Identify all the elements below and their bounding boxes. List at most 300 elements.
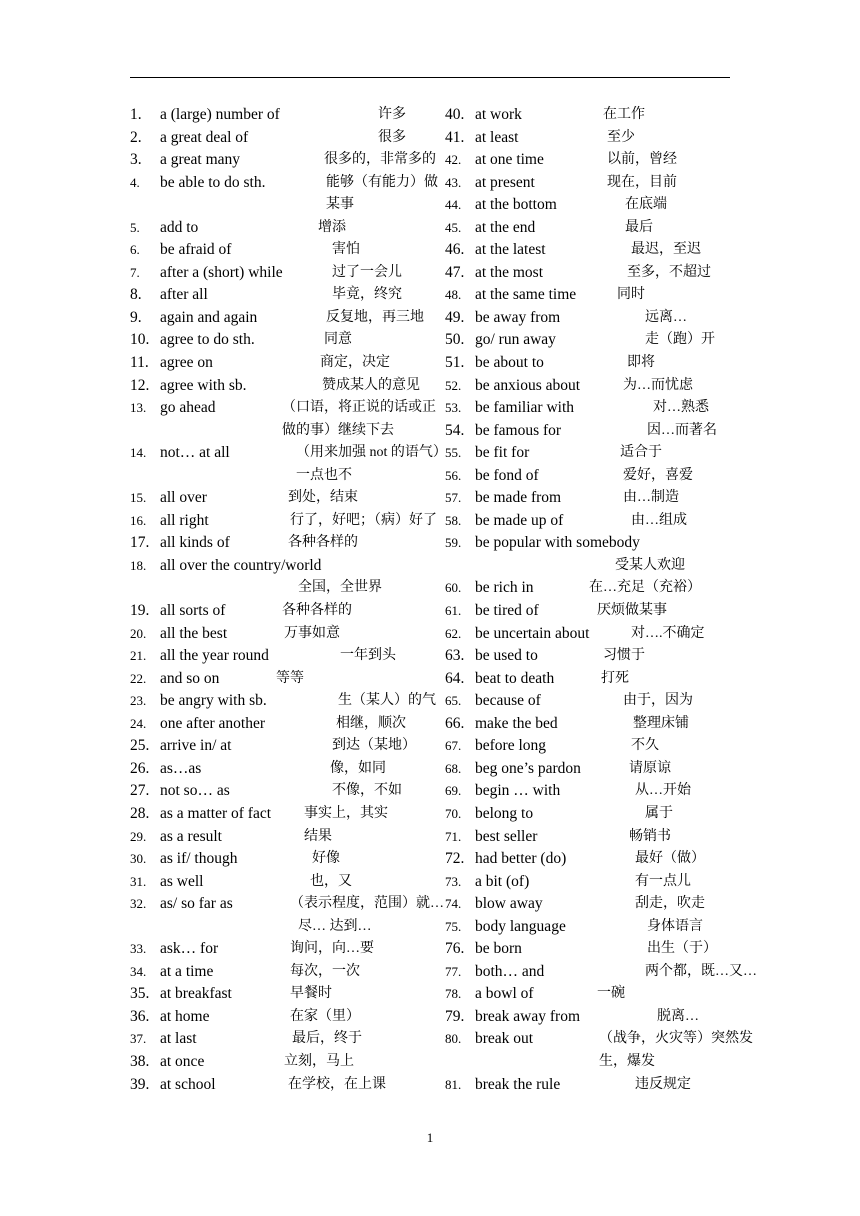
entry-number: 77. — [445, 963, 462, 979]
entry-meaning-continued: 受某人欢迎 — [615, 557, 685, 573]
entry-number: 73. — [445, 873, 462, 889]
entry-number: 74. — [445, 896, 462, 912]
entry-meaning: 到达（某地） — [332, 738, 416, 754]
vocab-entry — [130, 1074, 430, 1097]
entry-number: 48. — [445, 287, 462, 303]
entry-phrase: agree with sb. — [160, 376, 247, 394]
entry-meaning: 远离… — [645, 309, 687, 325]
entry-number: 5. — [130, 219, 140, 235]
entry-meaning: 最后，终于 — [292, 1031, 362, 1047]
entry-phrase: at home — [160, 1007, 210, 1025]
entry-phrase: be born — [475, 940, 522, 958]
entry-meaning: 一碗 — [597, 986, 625, 1002]
entry-number: 8. — [130, 286, 142, 304]
entry-phrase: at work — [475, 106, 522, 123]
entry-phrase: break the rule — [475, 1075, 561, 1093]
vocab-column-right — [445, 104, 757, 1096]
entry-meaning: 商定，决定 — [320, 355, 390, 371]
entry-number: 51. — [445, 354, 465, 372]
vocab-entry — [130, 329, 430, 352]
entry-meaning: 对…熟悉 — [653, 400, 709, 416]
vocab-entry — [130, 307, 430, 330]
entry-phrase: all the best — [160, 624, 228, 642]
entry-number: 36. — [130, 1007, 150, 1025]
entry-phrase: and so on — [160, 669, 220, 687]
entry-phrase: at once — [160, 1052, 205, 1070]
entry-phrase: one after another — [160, 714, 265, 732]
entry-phrase: ask… for — [160, 940, 219, 958]
entry-phrase: at the bottom — [475, 196, 557, 214]
vocab-entry — [130, 961, 430, 984]
entry-meaning: 违反规定 — [635, 1076, 691, 1092]
entry-meaning: 到处，结束 — [288, 490, 358, 506]
vocab-entry — [130, 983, 430, 1006]
vocab-entry — [445, 104, 735, 127]
entry-phrase: all sorts of — [160, 602, 226, 620]
vocab-entry — [445, 690, 735, 713]
vocab-entry — [130, 713, 430, 736]
vocab-entry — [445, 848, 735, 871]
vocab-entry — [445, 645, 735, 668]
entry-phrase: agree on — [160, 354, 213, 372]
entry-number: 59. — [445, 535, 462, 551]
entry-meaning: 能够（有能力）做 — [326, 174, 438, 190]
entry-meaning: 刮走，吹走 — [635, 896, 705, 912]
vocab-entry — [445, 871, 735, 894]
entry-meaning: 请原谅 — [629, 760, 671, 776]
entry-number: 61. — [445, 603, 462, 619]
entry-number: 13. — [130, 400, 147, 416]
entry-phrase: at last — [160, 1030, 197, 1048]
vocab-entry — [445, 577, 735, 600]
entry-meaning: 即将 — [627, 355, 655, 371]
entry-meaning-continued: 全国，全世界 — [298, 580, 382, 596]
vocab-entry — [130, 284, 430, 307]
entry-number: 68. — [445, 760, 462, 776]
vocab-entry — [445, 172, 735, 195]
entry-number: 29. — [130, 828, 147, 844]
entry-meaning: 过了一会儿 — [332, 264, 402, 280]
entry-number: 64. — [445, 669, 465, 687]
entry-number: 80. — [445, 1031, 462, 1047]
entry-phrase: all over the country/world — [160, 556, 322, 574]
vocab-entry — [445, 127, 735, 150]
entry-number: 69. — [445, 783, 462, 799]
entry-number: 7. — [130, 264, 140, 280]
entry-meaning: 立刻，马上 — [284, 1053, 354, 1069]
vocab-entry — [445, 307, 735, 330]
vocab-entry — [445, 668, 735, 691]
entry-number: 76. — [445, 940, 465, 958]
vocab-entry — [130, 352, 430, 375]
entry-meaning: 反复地，再三地 — [326, 309, 424, 325]
entry-meaning: 一年到头 — [340, 648, 396, 664]
entry-phrase: beg one’s pardon — [475, 759, 581, 777]
entry-phrase: not so… as — [160, 782, 230, 800]
entry-phrase: at the end — [475, 218, 536, 236]
entry-number: 35. — [130, 985, 150, 1003]
vocab-entry — [445, 532, 735, 577]
entry-number: 25. — [130, 737, 150, 755]
entry-meaning: 每次，一次 — [290, 963, 360, 979]
entry-phrase: be used to — [475, 647, 538, 665]
entry-meaning: 为…而忧虑 — [623, 377, 693, 393]
entry-number: 22. — [130, 670, 147, 686]
entry-meaning: 从…开始 — [635, 783, 691, 799]
vocab-entry — [445, 1074, 735, 1097]
vocab-entry — [130, 149, 436, 172]
entry-meaning: 万事如意 — [284, 625, 340, 641]
entry-meaning: 习惯于 — [603, 648, 645, 664]
entry-number: 27. — [130, 782, 150, 800]
entry-meaning: 由…制造 — [623, 490, 679, 506]
entry-number: 2. — [130, 128, 142, 146]
entry-number: 28. — [130, 804, 150, 822]
entry-meaning: 最好（做） — [635, 851, 705, 867]
entry-phrase: both… and — [475, 962, 545, 980]
entry-phrase: at the most — [475, 263, 544, 281]
entry-number: 32. — [130, 896, 147, 912]
vocab-entry — [445, 713, 735, 736]
entry-phrase: a bowl of — [475, 985, 534, 1003]
entry-meaning: 以前，曾经 — [607, 152, 677, 168]
vocab-entry — [445, 623, 735, 646]
entry-phrase: body language — [475, 917, 566, 935]
entry-number: 55. — [445, 445, 462, 461]
entry-phrase: break out — [475, 1030, 534, 1048]
entry-meaning: 生（某人）的气 — [338, 693, 436, 709]
entry-phrase: before long — [475, 737, 547, 755]
header-rule — [130, 77, 730, 78]
entry-number: 58. — [445, 512, 462, 528]
entry-meaning: 最迟，至迟 — [631, 242, 701, 258]
entry-number: 57. — [445, 490, 462, 506]
entry-meaning: 等等 — [276, 670, 304, 686]
entry-number: 44. — [445, 197, 462, 213]
vocab-entry — [130, 104, 430, 127]
entry-phrase: blow away — [475, 895, 543, 913]
entry-phrase: as/ so far as — [160, 895, 233, 913]
vocab-entry — [445, 442, 735, 465]
vocab-entry — [445, 397, 735, 420]
entry-phrase: be made up of — [475, 511, 564, 529]
vocab-entry — [445, 938, 735, 961]
entry-number: 26. — [130, 759, 150, 777]
entry-phrase: be familiar with — [475, 399, 574, 417]
entry-number: 3. — [130, 151, 142, 169]
entry-meaning: （表示程度，范围）就… — [290, 896, 444, 912]
entry-meaning: 各种各样的 — [282, 603, 352, 619]
entry-meaning: 由…组成 — [631, 512, 687, 528]
entry-number: 23. — [130, 693, 147, 709]
entry-meaning: 由于，因为 — [623, 693, 693, 709]
entry-number: 20. — [130, 625, 147, 641]
entry-phrase: be about to — [475, 354, 544, 372]
entry-meaning: 事实上，其实 — [304, 805, 388, 821]
entry-number: 65. — [445, 693, 462, 709]
entry-phrase: be tired of — [475, 602, 539, 620]
vocab-entry — [130, 803, 430, 826]
entry-meaning: 对….不确定 — [631, 625, 705, 641]
entry-meaning: 结果 — [304, 828, 332, 844]
entry-phrase: a great many — [160, 151, 241, 169]
entry-meaning: 增添 — [318, 219, 346, 235]
vocab-entry — [130, 780, 430, 803]
vocab-entry — [445, 600, 735, 623]
vocab-entry — [445, 194, 735, 217]
entry-number: 30. — [130, 851, 147, 867]
entry-phrase: all right — [160, 511, 209, 529]
entry-number: 52. — [445, 377, 462, 393]
entry-meaning-continued: 一点也不 — [296, 467, 352, 483]
entry-phrase: be away from — [475, 308, 561, 326]
entry-number: 56. — [445, 467, 462, 483]
entry-phrase: make the bed — [475, 714, 558, 732]
vocab-entry — [445, 217, 735, 240]
vocab-entry — [130, 127, 430, 150]
entry-number: 60. — [445, 580, 462, 596]
vocab-entry — [130, 893, 444, 938]
entry-meaning: 身体语言 — [647, 918, 703, 934]
vocab-entry — [445, 893, 735, 916]
entry-meaning-continued: 生，爆发 — [599, 1053, 655, 1069]
entry-phrase: be uncertain about — [475, 624, 590, 642]
vocab-entry — [130, 239, 430, 262]
entry-meaning: 在底端 — [625, 197, 667, 213]
entry-number: 66. — [445, 714, 465, 732]
entry-phrase: had better (do) — [475, 850, 567, 868]
entry-phrase: a bit (of) — [475, 872, 530, 890]
entry-number: 50. — [445, 331, 465, 349]
entry-meaning: 最后 — [625, 219, 653, 235]
entry-phrase: agree to do sth. — [160, 331, 255, 349]
entry-meaning: 不久 — [631, 738, 659, 754]
entry-meaning: 同意 — [324, 332, 352, 348]
vocab-entry — [130, 510, 437, 533]
entry-number: 79. — [445, 1007, 465, 1025]
entry-number: 34. — [130, 963, 147, 979]
entry-meaning: 不像，不如 — [332, 783, 402, 799]
entry-meaning: 畅销书 — [629, 828, 671, 844]
vocab-entry — [445, 916, 735, 939]
entry-phrase: best seller — [475, 827, 538, 845]
entry-number: 39. — [130, 1075, 150, 1093]
vocab-column-left — [130, 104, 447, 1096]
entry-number: 15. — [130, 490, 147, 506]
entry-meaning-continued: 某事 — [326, 197, 354, 213]
entry-phrase: be made from — [475, 489, 562, 507]
entry-phrase: go ahead — [160, 399, 216, 417]
entry-meaning: 厌烦做某事 — [597, 603, 667, 619]
vocab-entry — [445, 1006, 735, 1029]
entry-meaning: 相继，顺次 — [336, 715, 406, 731]
entry-phrase: because of — [475, 692, 541, 710]
vocab-entry — [445, 352, 735, 375]
entry-meaning: 在工作 — [603, 107, 645, 122]
entry-number: 71. — [445, 828, 462, 844]
entry-number: 46. — [445, 241, 465, 259]
entry-phrase: a (large) number of — [160, 106, 280, 123]
vocab-entry — [130, 1028, 430, 1051]
entry-phrase: all kinds of — [160, 534, 230, 552]
entry-phrase: as a matter of fact — [160, 804, 272, 822]
entry-phrase: at the latest — [475, 241, 546, 259]
entry-number: 43. — [445, 174, 462, 190]
entry-number: 54. — [445, 421, 465, 439]
entry-number: 75. — [445, 918, 462, 934]
entry-number: 6. — [130, 242, 140, 258]
entry-meaning: 赞成某人的意见 — [322, 377, 420, 393]
entry-meaning: 早餐时 — [290, 986, 332, 1002]
entry-meaning: 有一点儿 — [635, 873, 691, 889]
entry-phrase: be fit for — [475, 444, 530, 462]
vocab-entry — [130, 848, 430, 871]
entry-phrase: at a time — [160, 962, 214, 980]
entry-number: 42. — [445, 152, 462, 168]
entry-meaning: （战争，火灾等）突然发 — [599, 1031, 753, 1047]
entry-meaning: 许多 — [378, 107, 406, 122]
entry-number: 45. — [445, 219, 462, 235]
entry-meaning: 很多的，非常多的 — [324, 152, 436, 168]
vocab-entry — [130, 826, 430, 849]
entry-phrase: as…as — [160, 759, 202, 777]
entry-phrase: begin … with — [475, 782, 561, 800]
entry-meaning: 很多 — [378, 129, 406, 145]
entry-meaning: 至多，不超过 — [627, 264, 711, 280]
entry-number: 21. — [130, 648, 147, 664]
entry-phrase: after a (short) while — [160, 263, 283, 281]
entry-phrase: at one time — [475, 151, 544, 169]
entry-phrase: all the year round — [160, 647, 269, 665]
vocab-entry — [130, 600, 430, 623]
vocab-entry — [445, 803, 735, 826]
entry-phrase: as well — [160, 872, 204, 890]
entry-number: 12. — [130, 376, 150, 394]
vocab-entry — [130, 645, 430, 668]
entry-number: 81. — [445, 1076, 462, 1092]
vocab-entry — [445, 510, 735, 533]
entry-meaning: 属于 — [645, 805, 673, 821]
entry-meaning: （口语，将正说的话或正 — [282, 400, 436, 416]
entry-number: 37. — [130, 1031, 147, 1047]
entry-number: 63. — [445, 647, 465, 665]
entry-number: 9. — [130, 308, 142, 326]
entry-meaning: 也，又 — [310, 873, 352, 889]
entry-phrase: at least — [475, 128, 519, 146]
vocab-entry — [445, 758, 735, 781]
entry-meaning: 出生（于） — [647, 941, 717, 957]
entry-phrase: at breakfast — [160, 985, 232, 1003]
entry-meaning: 在家（里） — [290, 1008, 360, 1024]
entry-meaning: 毕竟，终究 — [332, 287, 402, 303]
entry-phrase: be popular with somebody — [475, 534, 640, 552]
entry-meaning: 两个都，既…又… — [645, 963, 757, 979]
vocab-entry — [130, 487, 430, 510]
entry-meaning: 各种各样的 — [288, 535, 358, 551]
entry-phrase: again and again — [160, 308, 258, 326]
entry-number: 78. — [445, 986, 462, 1002]
entry-phrase: be angry with sb. — [160, 692, 267, 710]
vocab-entry — [445, 239, 735, 262]
vocab-entry — [445, 465, 735, 488]
vocab-entry — [130, 758, 430, 781]
entry-phrase: be afraid of — [160, 241, 232, 259]
entry-meaning: 询问，向…要 — [290, 941, 374, 957]
entry-meaning: 像，如同 — [330, 760, 386, 776]
entry-number: 31. — [130, 873, 147, 889]
entry-phrase: belong to — [475, 804, 534, 822]
vocab-entry — [445, 284, 735, 307]
entry-number: 17. — [130, 534, 150, 552]
vocab-entry — [445, 262, 735, 285]
entry-number: 10. — [130, 331, 150, 349]
entry-number: 47. — [445, 263, 465, 281]
vocab-entry — [445, 149, 735, 172]
entry-number: 62. — [445, 625, 462, 641]
entry-number: 40. — [445, 106, 465, 123]
entry-phrase: be fond of — [475, 466, 539, 484]
entry-number: 24. — [130, 715, 147, 731]
entry-number: 67. — [445, 738, 462, 754]
entry-phrase: all over — [160, 489, 207, 507]
entry-phrase: be rich in — [475, 579, 534, 597]
vocab-entry — [130, 375, 430, 398]
entry-phrase: after all — [160, 286, 208, 304]
entry-number: 72. — [445, 850, 465, 868]
vocab-entry — [445, 420, 735, 443]
entry-phrase: at present — [475, 173, 535, 191]
page-number: 1 — [426, 1130, 434, 1145]
entry-meaning: 至少 — [607, 129, 635, 145]
entry-meaning: 走（跑）开 — [645, 332, 715, 348]
entry-meaning: 脱离… — [657, 1008, 699, 1024]
vocab-entry — [445, 826, 735, 849]
vocab-entry — [130, 555, 430, 600]
entry-meaning: 适合于 — [620, 445, 662, 461]
entry-phrase: a great deal of — [160, 128, 249, 146]
entry-meaning: 同时 — [617, 287, 645, 303]
entry-phrase: be anxious about — [475, 376, 581, 394]
entry-meaning: 好像 — [312, 851, 340, 867]
entry-phrase: at school — [160, 1075, 216, 1093]
entry-number: 11. — [130, 354, 149, 372]
vocab-entry — [445, 487, 735, 510]
vocab-entry — [130, 442, 447, 487]
entry-phrase: as if/ though — [160, 850, 238, 868]
vocab-entry — [445, 329, 735, 352]
entry-meaning: 害怕 — [332, 242, 360, 258]
entry-number: 49. — [445, 308, 465, 326]
entry-meaning-continued: 做的事）继续下去 — [282, 422, 394, 438]
vocab-entry — [130, 262, 430, 285]
entry-phrase: add to — [160, 218, 199, 236]
entry-meaning: 打死 — [601, 670, 629, 686]
vocab-entry — [130, 735, 430, 758]
entry-phrase: be able to do sth. — [160, 173, 266, 191]
entry-meaning-continued: 尽… 达到… — [298, 918, 372, 934]
vocab-entry — [445, 375, 735, 398]
entry-meaning: 因…而著名 — [647, 422, 717, 438]
entry-number: 14. — [130, 445, 147, 461]
entry-number: 1. — [130, 106, 142, 123]
entry-meaning: 在…充足（充裕） — [589, 580, 701, 596]
vocab-entry — [130, 1051, 430, 1074]
vocab-entry — [130, 690, 436, 713]
entry-meaning: 整理床铺 — [633, 715, 689, 731]
entry-phrase: at the same time — [475, 286, 577, 304]
vocab-entry — [130, 938, 430, 961]
entry-number: 19. — [130, 602, 150, 620]
